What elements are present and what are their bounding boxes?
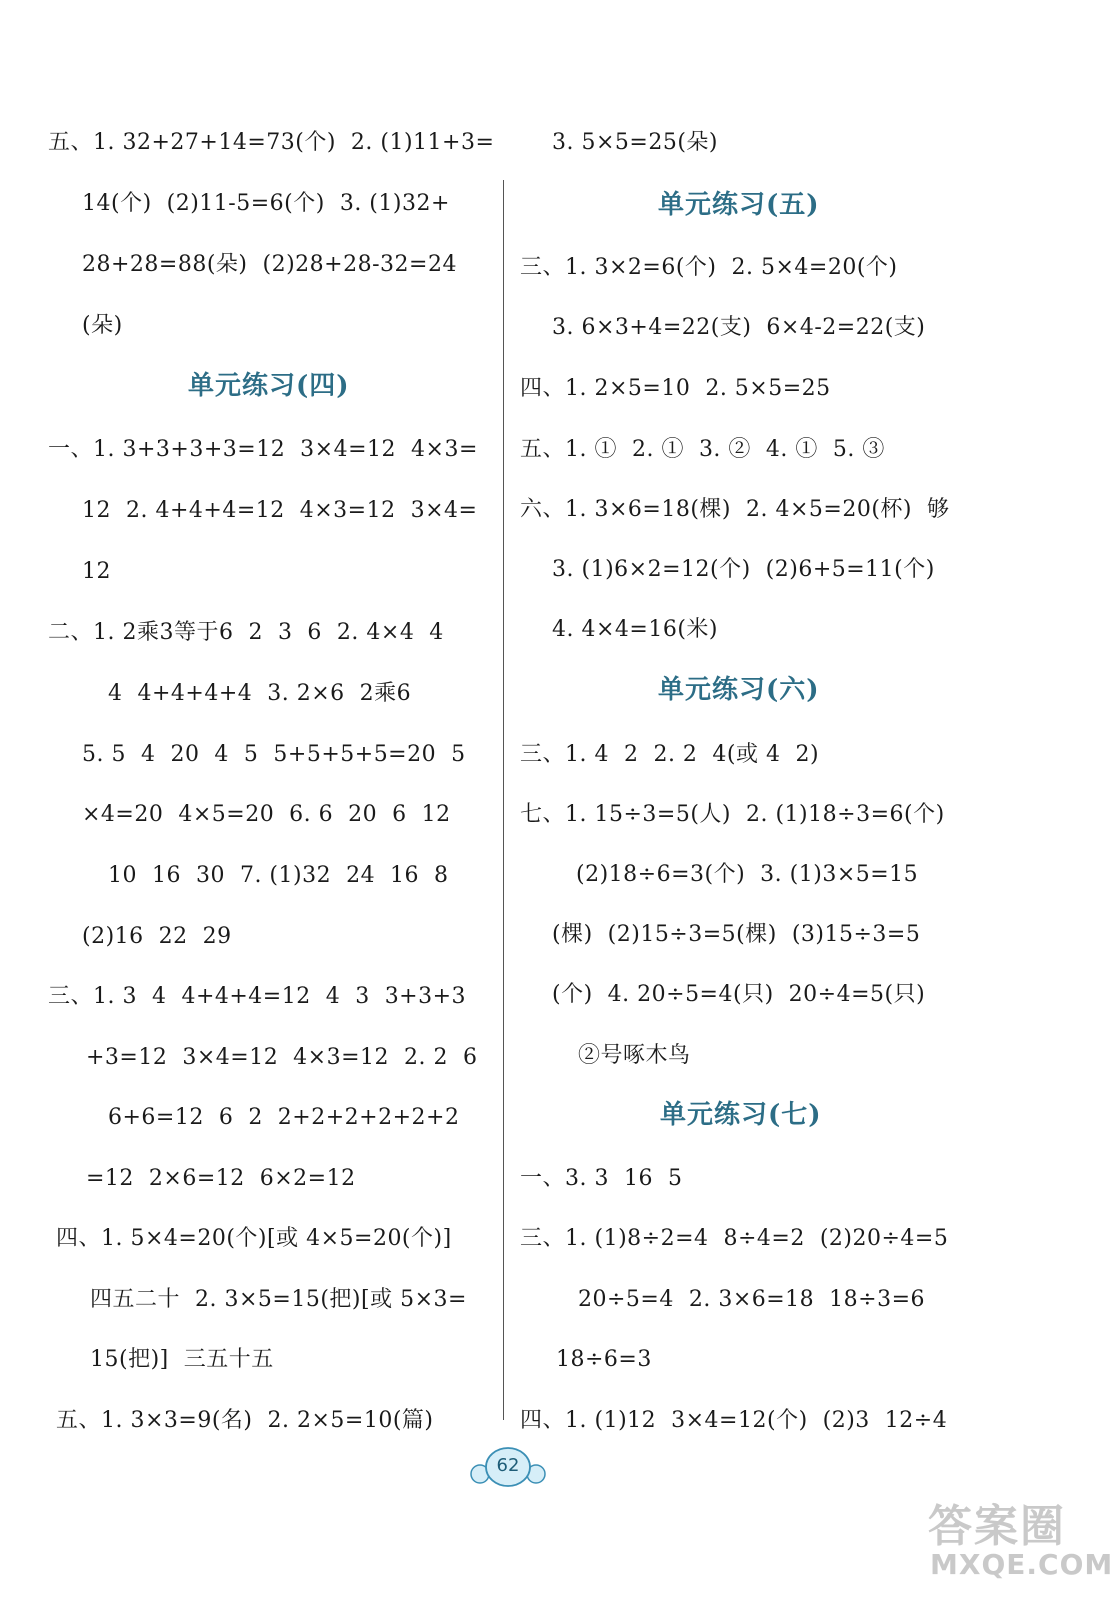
answer-line: 三、1. 3 4 4+4+4=12 4 3 3+3+3	[48, 984, 467, 1009]
answer-line: ×4=20 4×5=20 6. 6 20 6 12	[82, 802, 451, 827]
answer-line: 4 4+4+4+4 3. 2×6 2乘6	[108, 681, 412, 706]
answer-line: 二、1. 2乘3等于6 2 3 6 2. 4×4 4	[48, 620, 444, 645]
answer-line: ②号啄木鸟	[578, 1043, 691, 1068]
answer-line: 28+28=88(朵) (2)28+28-32=24	[82, 252, 457, 277]
section-heading: 单元练习(四)	[188, 371, 350, 401]
watermark-text: 答案圈	[928, 1501, 1066, 1552]
answer-line: (2)16 22 29	[82, 924, 232, 949]
answer-line: 3. 5×5=25(朵)	[552, 130, 719, 155]
answer-line: 3. 6×3+4=22(支) 6×4-2=22(支)	[552, 315, 926, 340]
answer-line: (2)18÷6=3(个) 3. (1)3×5=15	[576, 862, 919, 887]
watermark-url: MXQE.COM	[930, 1548, 1114, 1581]
answer-line: 12 2. 4+4+4=12 4×3=12 3×4=	[82, 498, 478, 523]
answer-line: 五、1. ① 2. ① 3. ② 4. ① 5. ③	[520, 437, 885, 462]
answer-line: 20÷5=4 2. 3×6=18 18÷3=6	[578, 1287, 926, 1312]
answer-line: 四五二十 2. 3×5=15(把)[或 5×3=	[90, 1287, 467, 1312]
answer-line: 10 16 30 7. (1)32 24 16 8	[108, 863, 449, 888]
answer-line: (朵)	[82, 313, 123, 338]
section-heading: 单元练习(七)	[660, 1100, 822, 1130]
watermark-logo	[920, 1490, 1114, 1590]
answer-line: (个) 4. 20÷5=4(只) 20÷4=5(只)	[552, 982, 926, 1007]
answer-line: =12 2×6=12 6×2=12	[86, 1166, 356, 1191]
answer-line: 七、1. 15÷3=5(人) 2. (1)18÷3=6(个)	[520, 802, 945, 827]
column-divider	[503, 180, 504, 1420]
answer-line: 四、1. 5×4=20(个)[或 4×5=20(个)]	[56, 1226, 452, 1251]
answer-line: 4. 4×4=16(米)	[552, 617, 719, 642]
section-heading: 单元练习(五)	[658, 190, 820, 220]
answer-line: 12	[82, 559, 111, 584]
answer-line: 18÷6=3	[556, 1347, 652, 1372]
answer-line: 五、1. 32+27+14=73(个) 2. (1)11+3=	[48, 130, 495, 155]
answer-line: 3. (1)6×2=12(个) (2)6+5=11(个)	[552, 557, 935, 582]
section-heading: 单元练习(六)	[658, 675, 820, 705]
answer-line: (棵) (2)15÷3=5(棵) (3)15÷3=5	[552, 922, 921, 947]
answer-line: +3=12 3×4=12 4×3=12 2. 2 6	[86, 1045, 478, 1070]
page-number-badge	[468, 1446, 548, 1488]
answer-line: 一、1. 3+3+3+3=12 3×4=12 4×3=	[48, 437, 478, 462]
answer-line: 14(个) (2)11-5=6(个) 3. (1)32+	[82, 191, 450, 216]
answer-line: 五、1. 3×3=9(名) 2. 2×5=10(篇)	[56, 1408, 434, 1433]
answer-line: 四、1. (1)12 3×4=12(个) (2)3 12÷4	[520, 1408, 948, 1433]
answer-line: 一、3. 3 16 5	[520, 1166, 683, 1191]
answer-line: 三、1. 3×2=6(个) 2. 5×4=20(个)	[520, 255, 898, 280]
answer-line: 6+6=12 6 2 2+2+2+2+2+2	[108, 1105, 460, 1130]
answer-line: 三、1. (1)8÷2=4 8÷4=2 (2)20÷4=5	[520, 1226, 949, 1251]
answer-line: 三、1. 4 2 2. 2 4(或 4 2)	[520, 742, 820, 767]
answer-line: 六、1. 3×6=18(棵) 2. 4×5=20(杯) 够	[520, 497, 950, 522]
page-number: 62	[496, 1455, 520, 1476]
answer-line: 15(把)] 三五十五	[90, 1347, 274, 1372]
answer-line: 四、1. 2×5=10 2. 5×5=25	[520, 376, 831, 401]
answer-line: 5. 5 4 20 4 5 5+5+5+5=20 5	[82, 742, 466, 767]
